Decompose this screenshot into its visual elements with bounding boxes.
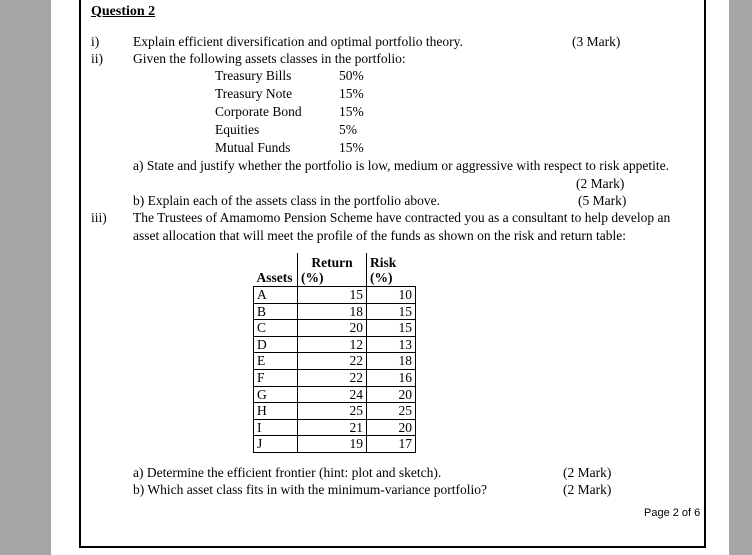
cell-return: 22 — [298, 353, 367, 370]
cell-risk: 20 — [367, 419, 416, 436]
cell-return: 15 — [298, 287, 367, 304]
portfolio-asset-pct: 15% — [339, 86, 364, 101]
cell-asset: G — [254, 386, 298, 403]
portfolio-asset-name: Treasury Bills — [215, 68, 292, 83]
ii-question-b: b) Explain each of the assets class in the portfolio above. — [133, 193, 441, 208]
ii-question-a: a) State and justify whether the portfolio is low, medium or aggressive with respect to risk appetite. — [133, 158, 669, 173]
portfolio-asset-name: Equities — [215, 122, 260, 137]
portfolio-asset-pct: 5% — [339, 122, 357, 137]
cell-asset: I — [254, 419, 298, 436]
cell-risk: 10 — [367, 287, 416, 304]
ii-question-a-mark: (2 Mark) — [576, 176, 625, 191]
iii-question-a: a) Determine the efficient frontier (hint: plot and sketch). — [133, 465, 442, 480]
table-row — [254, 336, 416, 353]
item-ii-text: Given the following assets classes in the portfolio: — [133, 51, 406, 66]
iii-question-a-mark: (2 Mark) — [563, 465, 612, 480]
portfolio-asset-pct: 15% — [339, 104, 364, 119]
item-i-number: i) — [91, 34, 100, 49]
cell-return: 25 — [298, 403, 367, 420]
table-row — [254, 419, 416, 436]
cell-risk: 16 — [367, 369, 416, 386]
cell-risk: 15 — [367, 320, 416, 337]
header-return-unit: (%) — [301, 270, 324, 286]
cell-risk: 18 — [367, 353, 416, 370]
item-iii-number: iii) — [91, 210, 107, 225]
header-assets: Assets — [254, 253, 298, 287]
cell-risk: 20 — [367, 386, 416, 403]
portfolio-asset-name: Corporate Bond — [215, 104, 302, 119]
table-row — [254, 320, 416, 337]
cell-return: 18 — [298, 303, 367, 320]
cell-return: 21 — [298, 419, 367, 436]
header-return — [298, 253, 367, 287]
header-risk-unit: (%) — [370, 270, 393, 286]
table-row — [254, 303, 416, 320]
cell-risk: 17 — [367, 436, 416, 453]
header-risk — [367, 253, 416, 287]
cell-asset: E — [254, 353, 298, 370]
item-iii-line2: asset allocation that will meet the profile of the funds as shown on the risk and return table: — [133, 228, 626, 243]
table-row — [254, 436, 416, 453]
page-number: Page 2 of 6 — [644, 507, 701, 519]
portfolio-asset-pct: 50% — [339, 68, 364, 83]
cell-return: 12 — [298, 336, 367, 353]
header-return-label: Return — [311, 254, 353, 270]
cell-asset: D — [254, 336, 298, 353]
iii-question-b-mark: (2 Mark) — [563, 482, 612, 497]
cell-return: 24 — [298, 386, 367, 403]
cell-asset: B — [254, 303, 298, 320]
cell-asset: J — [254, 436, 298, 453]
iii-question-b: b) Which asset class fits in with the minimum-variance portfolio? — [133, 482, 488, 497]
ii-question-b-mark: (5 Mark) — [578, 193, 627, 208]
table-header-row — [254, 253, 416, 287]
cell-risk: 15 — [367, 303, 416, 320]
cell-asset: F — [254, 369, 298, 386]
item-iii-line1: The Trustees of Amamomo Pension Scheme have contracted you as a consultant to help develop an — [133, 210, 671, 225]
portfolio-asset-name: Treasury Note — [215, 86, 293, 101]
cell-asset: H — [254, 403, 298, 420]
cell-return: 20 — [298, 320, 367, 337]
header-risk-label: Risk — [370, 254, 397, 270]
cell-return: 22 — [298, 369, 367, 386]
item-i-mark: (3 Mark) — [572, 34, 621, 49]
table-row — [254, 353, 416, 370]
cell-risk: 13 — [367, 336, 416, 353]
item-i-text: Explain efficient diversification and optimal portfolio theory. — [133, 34, 463, 49]
table-row — [254, 369, 416, 386]
cell-risk: 25 — [367, 403, 416, 420]
item-ii-number: ii) — [91, 51, 103, 66]
table-row — [254, 386, 416, 403]
cell-return: 19 — [298, 436, 367, 453]
cell-asset: A — [254, 287, 298, 304]
portfolio-asset-name: Mutual Funds — [215, 140, 291, 155]
question-title: Question 2 — [91, 4, 156, 19]
table-row — [254, 287, 416, 304]
cell-asset: C — [254, 320, 298, 337]
portfolio-asset-pct: 15% — [339, 140, 364, 155]
table-row — [254, 403, 416, 420]
risk-return-table — [253, 253, 416, 453]
